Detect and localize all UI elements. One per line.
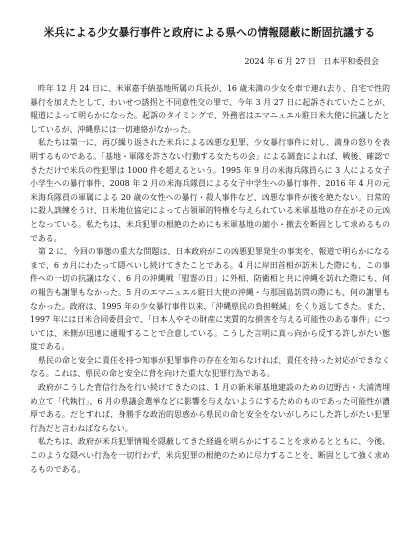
statement-date: 2024 年 6 月 27 日 bbox=[244, 57, 316, 66]
paragraph-5: 政府がこうした背信行為を行い続けてきたのは、1 月の新米軍基地建設のための辺野古・大浦湾埋め立て「代執行」、6 月の県議会選挙などに影響を与えないようにするためのものであった可能性が濃厚である。だとすれば、身勝手な政治的思惑から県民の命と安全をないがしろにした許しがたい犯罪行為だと言わねばならない。 bbox=[30, 383, 390, 433]
paragraph-4: 県民の命と安全に責任を持つ知事が犯罪事件の存在を知らなければ、責任を持った対応ができなくなる。これは、県民の命と安全に背を向けた重大な犯罪行為である。 bbox=[30, 355, 390, 379]
paragraph-3: 第 2 に、今回の事態の重大な問題は、日本政府がこの凶悪犯罪発生の事実を、報道で明らかになるまで、6 カ月にわたって隠ぺいし続けてきたことである。4 月に岸田首相が訪米した際にも、この事件への一切の抗議はなく、6 月の沖縄戦「慰霊の日」に外相、防衛相と共に沖縄を訪れた際にも、何の報告も謝罪もなかった。5 月のエマニュエル駐日大使の沖縄・与那国島訪問の際にも、何の謝罪もなかった。政府は、1995 年の少女暴行事件以来、「沖縄県民の負担軽減」をくり返してきた。また、1997 年には日米合同委員会で、「日本人やその財産に実質的な損害を与える可能性のある事件」については、米側が迅速に通報することで合意している。こうした言明に真っ向から反する許しがたい態度である。 bbox=[30, 247, 390, 352]
date-signature-line bbox=[244, 57, 379, 67]
paragraph-2: 私たちは第一に、再び繰り返された米兵による凶悪な犯罪、少女暴行事件に対し、満身の怒りを表明するものである。「基地・軍隊を許さない行動する女たちの会」による調査によれば、戦後、確認できただけで米兵の性犯罪は 1000 件を超えるという。1995 年 9 月の米海兵隊員らに 3 人による女子小学生への暴行事件、2008 年 2 月の米海兵隊員による女子中学生への暴行事件、2016 年 4 月の元米海兵隊員の軍属による 20 歳の女性への暴行・殺人事件など、凶悪な事件が後を絶たない。日常的に殺人訓練をうけ、日米地位協定によって占領軍的特権を与えられている米軍基地の存在がその元凶となっている。私たちは、米兵犯罪の根絶のためにも米軍基地の縮小・撤去を断固として求めるものである。 bbox=[30, 138, 390, 243]
paragraph-6: 私たちは、政府が米兵犯罪情報を隠蔽してきた経過を明らかにすることを求めるとともに、今後、このような隠ぺい行為を一切行わず、米兵犯罪の根絶のために尽力することを、断固として強く求めるものである。 bbox=[30, 437, 390, 474]
document-title: 米兵による少女暴行事件と政府による県への情報隠蔽に断固抗議する bbox=[43, 27, 376, 39]
signatory: 日本平和委員会 bbox=[323, 57, 379, 66]
paragraph-1: 昨年 12 月 24 日に、米軍嘉手納基地所属の兵長が、16 歳未満の少女を車で連れ去り、自宅で性的暴行を加えたとして、わいせつ誘拐と不同意性交の罪で、今年 3 月 27 日に起訴されていたことが、報道によって明らかになった。起訴のタイミングで、外務省はエマニュエル駐日米大使に抗議したとしているが、沖縄県には一切連絡がなかった。 bbox=[30, 84, 390, 134]
statement-body bbox=[30, 82, 390, 476]
